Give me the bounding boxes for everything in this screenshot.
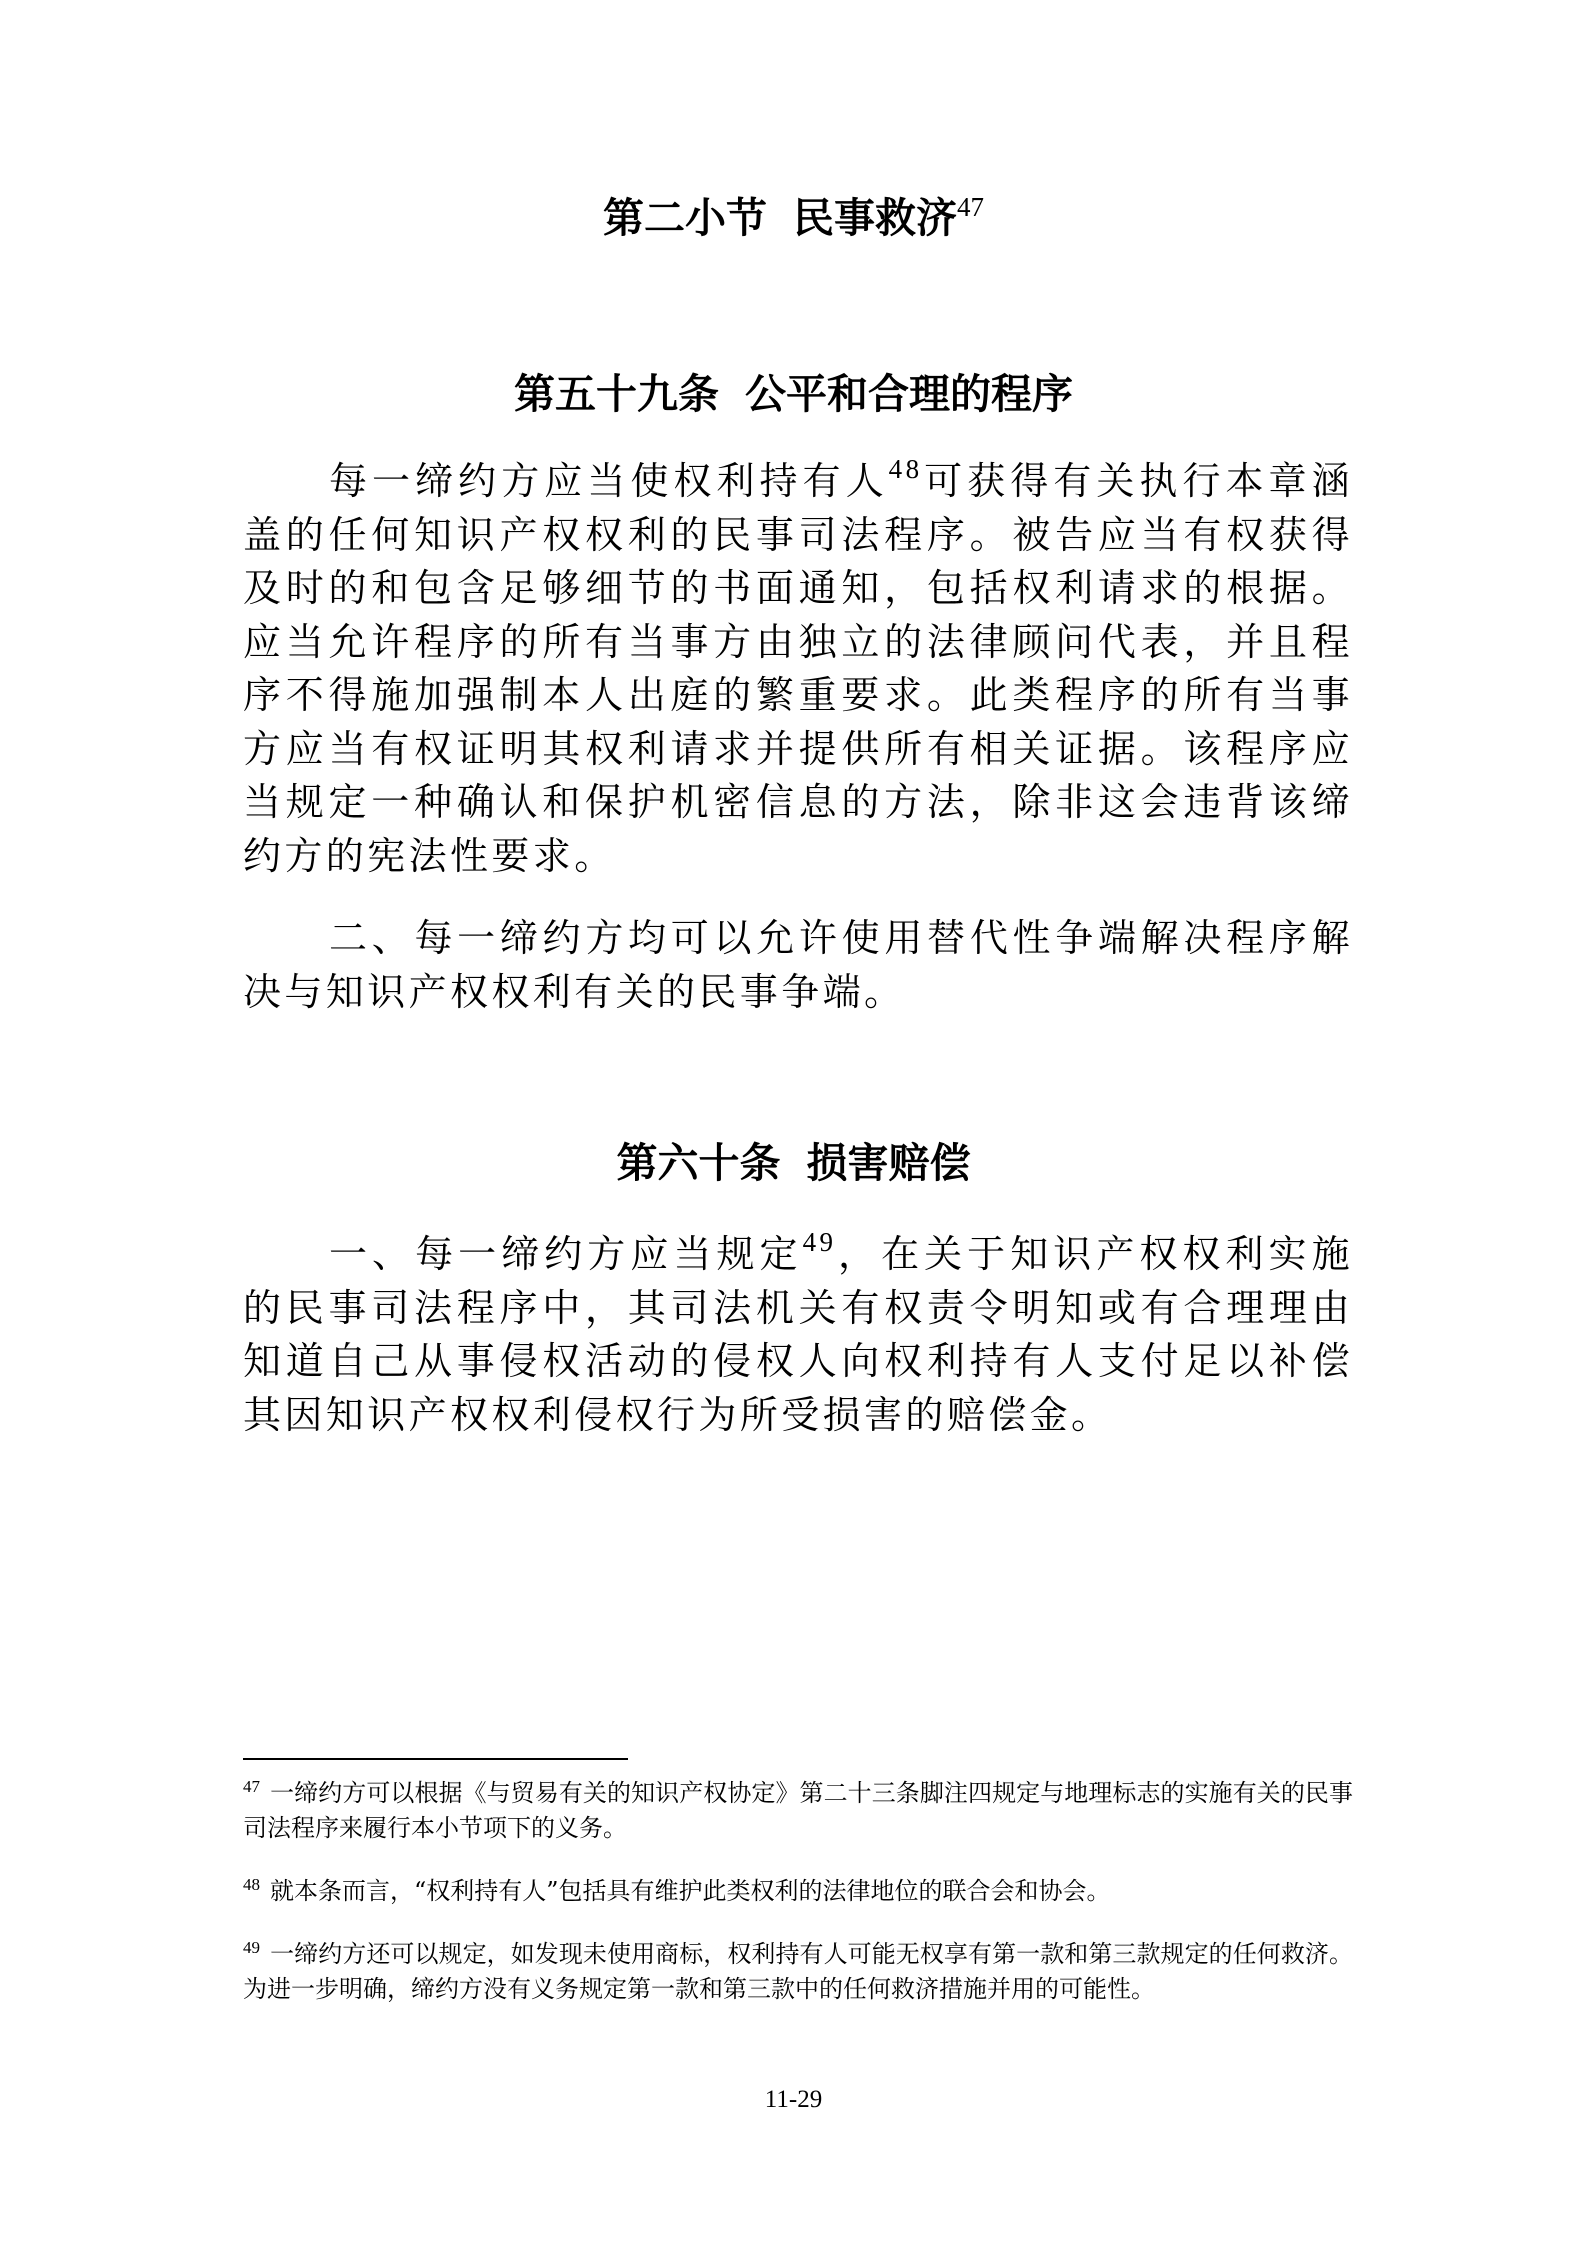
section-number: 第二小节 xyxy=(603,194,767,242)
article-60-paragraph-1 xyxy=(243,1228,1353,1442)
footnote-number: 49 xyxy=(243,1938,260,1957)
article-59-number: 第五十九条 xyxy=(514,370,719,418)
footnote-text: 一缔约方还可以规定，如发现未使用商标，权利持有人可能无权享有第一款和第三款规定的任何救济。为进一步明确，缔约方没有义务规定第一款和第三款中的任何救济措施并用的可能性。 xyxy=(243,1940,1353,2003)
paragraph-text: ，在关于知识产权权利实施的民事司法程序中，其司法机关有权责令明知或有合理理由知道自己从事侵权活动的侵权人向权利持有人支付足以补偿其因知识产权权利侵权行为所受损害的赔偿金。 xyxy=(243,1232,1353,1437)
article-60-number: 第六十条 xyxy=(616,1139,781,1187)
footnote-separator xyxy=(243,1758,628,1760)
article-59-title: 公平和合理的程序 xyxy=(745,370,1073,418)
footnote-ref-47[interactable]: 47 xyxy=(957,192,984,222)
article-59-heading xyxy=(0,366,1587,422)
footnote-number: 48 xyxy=(243,1875,260,1894)
paragraph-text: 每一缔约方应当使权利持有人 xyxy=(329,459,889,503)
article-60-heading xyxy=(0,1135,1587,1191)
footnote-ref-48[interactable]: 48 xyxy=(888,454,923,484)
paragraph-text: 可获得有关执行本章涵盖的任何知识产权权利的民事司法程序。被告应当有权获得及时的和包含足够细节的书面通知，包括权利请求的根据。应当允许程序的所有当事方由独立的法律顾问代表，并且程序不得施加强制本人出庭的繁重要求。此类程序的所有当事方应当有权证明其权利请求并提供所有相关证据。该程序应当规定一种确认和保护机密信息的方法，除非这会违背该缔约方的宪法性要求。 xyxy=(243,459,1353,878)
footnote-48 xyxy=(243,1874,1353,1909)
footnote-47 xyxy=(243,1776,1353,1846)
section-title: 民事救济 xyxy=(793,194,957,242)
paragraph-text: 一、每一缔约方应当规定 xyxy=(329,1232,803,1276)
footnote-text: 一缔约方可以根据《与贸易有关的知识产权协定》第二十三条脚注四规定与地理标志的实施有关的民事司法程序来履行本小节项下的义务。 xyxy=(243,1779,1353,1842)
footnote-49 xyxy=(243,1937,1353,2007)
article-59-paragraph-2: 二、每一缔约方均可以允许使用替代性争端解决程序解决与知识产权权利有关的民事争端。 xyxy=(243,916,1353,1014)
page-number: 11-29 xyxy=(764,2086,823,2113)
footnote-ref-49[interactable]: 49 xyxy=(802,1227,837,1257)
article-60-title: 损害赔偿 xyxy=(806,1139,971,1187)
article-59-paragraph-1 xyxy=(243,455,1353,883)
footnote-text: 就本条而言，“权利持有人”包括具有维护此类权利的法律地位的联合会和协会。 xyxy=(270,1877,1111,1905)
footnote-number: 47 xyxy=(243,1777,260,1796)
section-heading xyxy=(0,190,1587,246)
